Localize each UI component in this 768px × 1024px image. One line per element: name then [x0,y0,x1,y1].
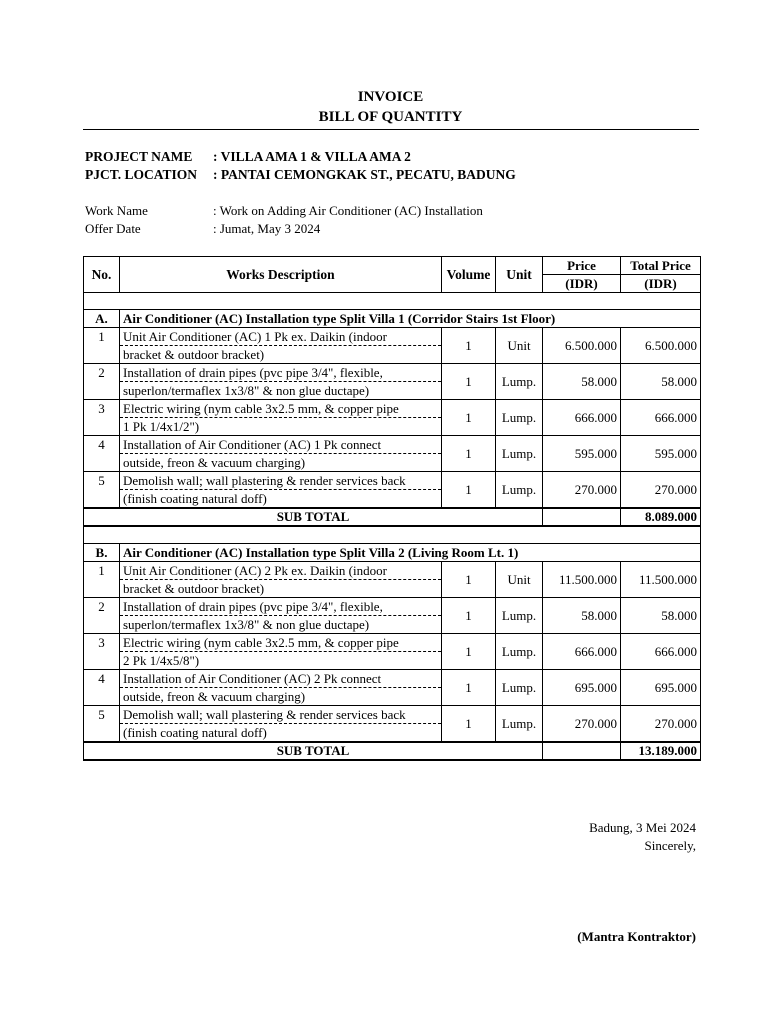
item-price: 58.000 [543,598,621,634]
item-volume: 1 [442,562,496,598]
table-header-row [84,257,701,275]
signature-place-date: Badung, 3 Mei 2024 [589,820,696,835]
item-number: 5 [84,472,120,509]
table-row [84,670,701,688]
item-volume: 1 [442,400,496,436]
item-price: 11.500.000 [543,562,621,598]
item-volume: 1 [442,472,496,509]
blank-row [84,526,701,544]
item-description-line1: Demolish wall; wall plastering & render services back [120,706,442,724]
item-price: 6.500.000 [543,328,621,364]
item-volume: 1 [442,670,496,706]
item-volume: 1 [442,706,496,743]
item-total-price: 666.000 [621,634,701,670]
item-total-price: 58.000 [621,364,701,400]
item-description-line1: Unit Air Conditioner (AC) 2 Pk ex. Daikin (indoor [120,562,442,580]
section-header-row [84,310,701,328]
offer-date-label: Offer Date [85,221,141,236]
table-row [84,598,701,616]
item-description-line2: outside, freon & vacuum charging) [120,688,442,706]
item-volume: 1 [442,436,496,472]
header-price: Price [543,257,621,275]
project-name-value: : VILLA AMA 1 & VILLA AMA 2 [213,149,411,164]
item-total-price: 695.000 [621,670,701,706]
item-price: 270.000 [543,472,621,509]
item-description-line2: superlon/termaflex 1x3/8" & non glue ductape) [120,616,442,634]
work-name-label: Work Name [85,203,148,218]
project-location-label: PJCT. LOCATION [85,167,198,182]
bill-of-quantity-table [83,256,701,761]
item-price: 666.000 [543,634,621,670]
item-number: 1 [84,328,120,364]
item-unit: Lump. [496,706,543,743]
section-letter: A. [84,310,120,328]
item-unit: Lump. [496,472,543,509]
header-description: Works Description [120,257,442,293]
subtotal-spacer [543,508,621,526]
work-name-value: : Work on Adding Air Conditioner (AC) Installation [213,203,483,218]
item-number: 2 [84,364,120,400]
item-description-line2: outside, freon & vacuum charging) [120,454,442,472]
item-unit: Lump. [496,400,543,436]
document-title: INVOICE [357,89,424,105]
subtotal-row [84,742,701,760]
section-letter: B. [84,544,120,562]
subtotal-value: 13.189.000 [621,742,701,760]
signature-closing: Sincerely, [644,838,696,853]
table-row [84,400,701,418]
section-header-row [84,544,701,562]
blank-cell [84,526,701,544]
item-total-price: 270.000 [621,706,701,743]
subtotal-value: 8.089.000 [621,508,701,526]
item-volume: 1 [442,364,496,400]
item-description-line1: Electric wiring (nym cable 3x2.5 mm, & copper pipe [120,400,442,418]
project-location-value: : PANTAI CEMONGKAK ST., PECATU, BADUNG [213,167,516,182]
item-total-price: 270.000 [621,472,701,509]
item-unit: Unit [496,328,543,364]
item-volume: 1 [442,598,496,634]
item-number: 1 [84,562,120,598]
item-description-line2: 2 Pk 1/4x5/8") [120,652,442,670]
item-price: 595.000 [543,436,621,472]
subtotal-row [84,508,701,526]
subtotal-label: SUB TOTAL [84,508,543,526]
item-unit: Lump. [496,670,543,706]
document-subtitle: BILL OF QUANTITY [318,109,463,125]
header-price-currency: (IDR) [543,275,621,293]
offer-date-value: : Jumat, May 3 2024 [213,221,321,236]
table-row [84,328,701,346]
item-description-line2: bracket & outdoor bracket) [120,346,442,364]
item-total-price: 666.000 [621,400,701,436]
item-total-price: 595.000 [621,436,701,472]
item-unit: Lump. [496,634,543,670]
item-description-line1: Unit Air Conditioner (AC) 1 Pk ex. Daikin (indoor [120,328,442,346]
subtotal-label: SUB TOTAL [84,742,543,760]
item-total-price: 11.500.000 [621,562,701,598]
item-volume: 1 [442,634,496,670]
item-description-line2: (finish coating natural doff) [120,724,442,743]
item-total-price: 58.000 [621,598,701,634]
item-description-line2: bracket & outdoor bracket) [120,580,442,598]
item-number: 4 [84,670,120,706]
item-description-line1: Installation of drain pipes (pvc pipe 3/4", flexible, [120,364,442,382]
table-row [84,436,701,454]
table-row [84,706,701,724]
project-name-label: PROJECT NAME [85,149,193,164]
table-row [84,364,701,382]
header-total-currency: (IDR) [621,275,701,293]
subtotal-spacer [543,742,621,760]
item-description-line1: Electric wiring (nym cable 3x2.5 mm, & copper pipe [120,634,442,652]
item-description-line2: (finish coating natural doff) [120,490,442,509]
item-description-line2: superlon/termaflex 1x3/8" & non glue ductape) [120,382,442,400]
item-unit: Lump. [496,436,543,472]
table-row [84,634,701,652]
item-number: 5 [84,706,120,743]
blank-cell [84,293,701,310]
item-price: 270.000 [543,706,621,743]
item-number: 2 [84,598,120,634]
title-divider [83,129,699,130]
item-unit: Lump. [496,598,543,634]
item-description-line2: 1 Pk 1/4x1/2") [120,418,442,436]
item-unit: Unit [496,562,543,598]
section-title: Air Conditioner (AC) Installation type Split Villa 2 (Living Room Lt. 1) [120,544,701,562]
blank-row [84,293,701,310]
item-volume: 1 [442,328,496,364]
header-no: No. [84,257,120,293]
header-unit: Unit [496,257,543,293]
item-description-line1: Installation of Air Conditioner (AC) 2 Pk connect [120,670,442,688]
item-description-line1: Installation of Air Conditioner (AC) 1 Pk connect [120,436,442,454]
item-number: 4 [84,436,120,472]
item-description-line1: Installation of drain pipes (pvc pipe 3/4", flexible, [120,598,442,616]
item-price: 58.000 [543,364,621,400]
signature-name: (Mantra Kontraktor) [577,929,696,944]
table-row [84,562,701,580]
header-volume: Volume [442,257,496,293]
table-row [84,472,701,490]
item-price: 695.000 [543,670,621,706]
item-number: 3 [84,400,120,436]
item-total-price: 6.500.000 [621,328,701,364]
item-unit: Lump. [496,364,543,400]
item-number: 3 [84,634,120,670]
section-title: Air Conditioner (AC) Installation type Split Villa 1 (Corridor Stairs 1st Floor) [120,310,701,328]
header-total-price: Total Price [621,257,701,275]
item-price: 666.000 [543,400,621,436]
item-description-line1: Demolish wall; wall plastering & render services back [120,472,442,490]
